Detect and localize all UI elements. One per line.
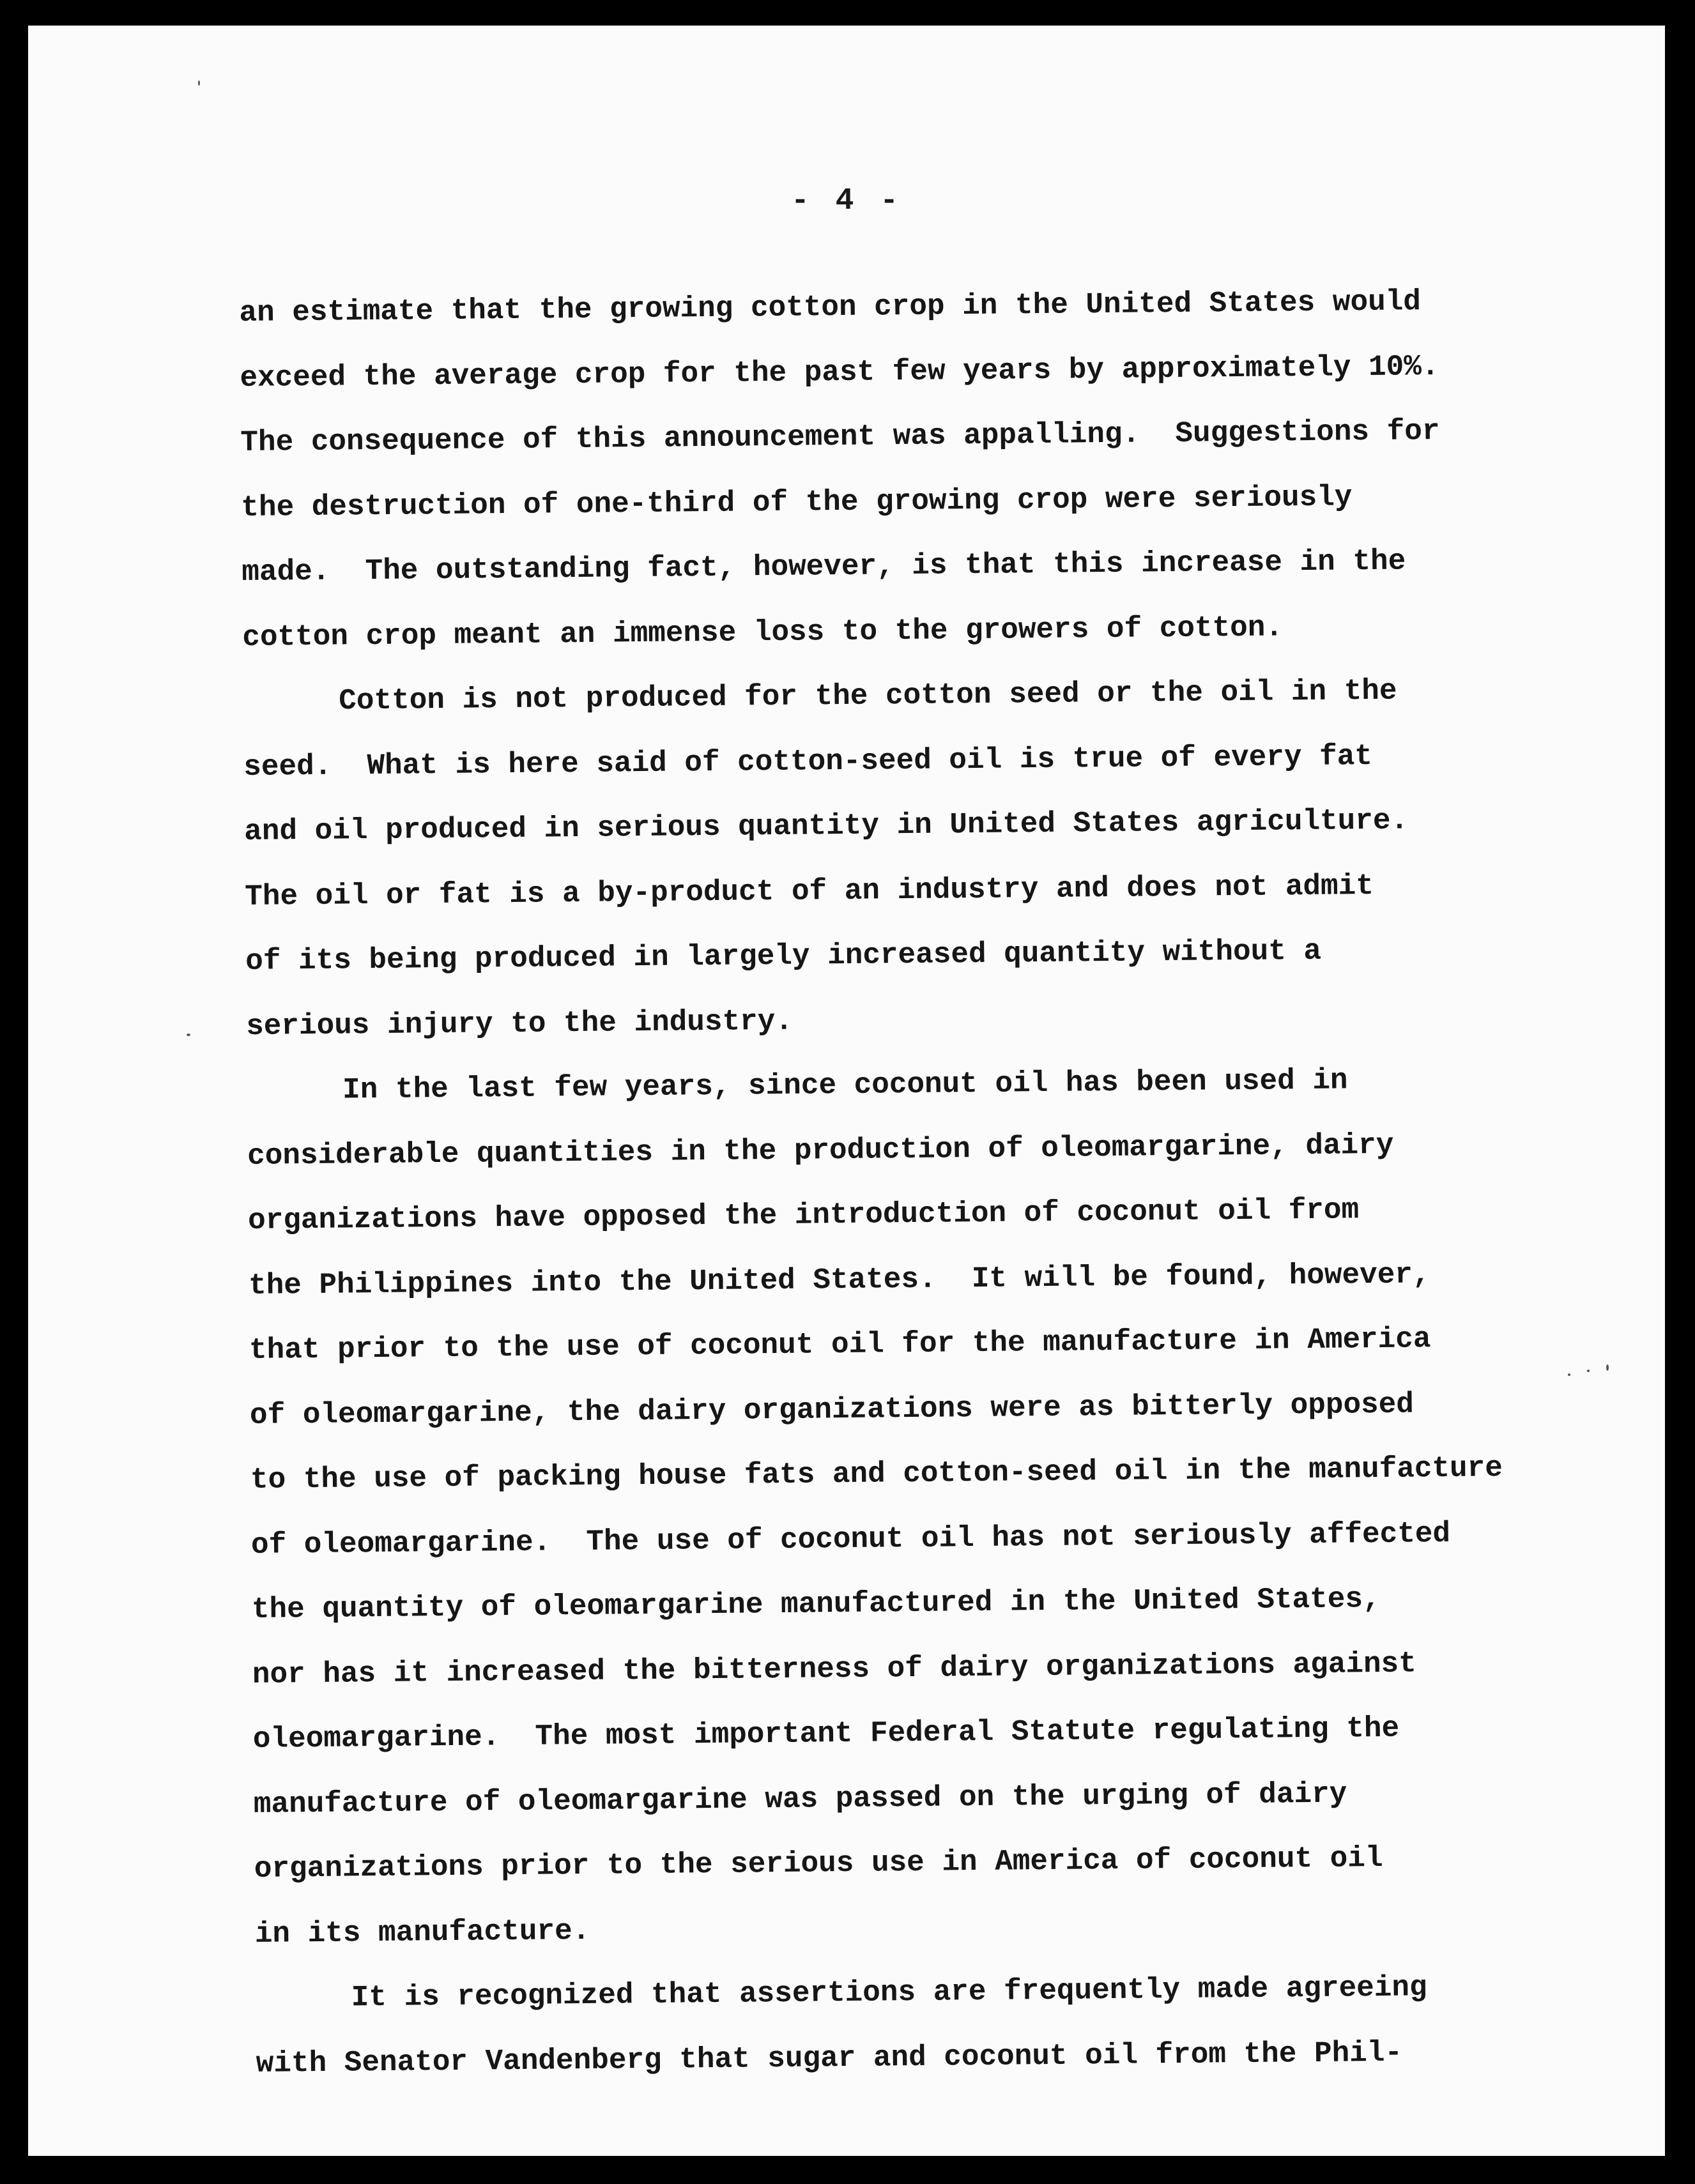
text-line: exceed the average crop for the past few years by approximately 10%. [240, 349, 1439, 395]
text-line: Cotton is not produced for the cotton seed or the oil in the [339, 674, 1397, 718]
text-line: In the last few years, since coconut oil has been used in [342, 1064, 1348, 1107]
text-line: the quantity of oleomargarine manufactured in the United States, [251, 1582, 1381, 1626]
text-line: It is recognized that assertions are frequently made agreeing [351, 1971, 1427, 2015]
text-line: in its manufacture. [254, 1914, 590, 1951]
speck-mark [1587, 1370, 1590, 1372]
text-line: to the use of packing house fats and cotton-seed oil in the manufacture [250, 1451, 1503, 1497]
text-line: manufacture of oleomargarine was passed on the urging of dairy [253, 1776, 1347, 1821]
text-line: The consequence of this announcement was appalling. Suggestions for [240, 414, 1440, 459]
speck-mark [1568, 1373, 1570, 1376]
text-line: and oil produced in serious quantity in United States agriculture. [244, 804, 1409, 848]
text-line: organizations have opposed the introduction of coconut oil from [247, 1193, 1360, 1237]
text-line: The oil or fat is a by-product of an industry and does not admit [244, 869, 1374, 913]
speck-mark [198, 80, 200, 86]
text-line: cotton crop meant an immense loss to the growers of cotton. [242, 610, 1284, 654]
page-number: - 4 - [790, 184, 903, 218]
text-line: seed. What is here said of cotton-seed oil is true of every fat [243, 739, 1373, 784]
text-line: with Senator Vandenberg that sugar and coconut oil from the Phil- [256, 2036, 1403, 2081]
speck-mark [187, 1034, 190, 1036]
text-line: nor has it increased the bitterness of dairy organizations against [252, 1646, 1417, 1691]
text-line: serious injury to the industry. [245, 1004, 794, 1043]
text-line: oleomargarine. The most important Federal Statute regulating the [252, 1711, 1400, 1756]
text-line: of oleomargarine, the dairy organizations were as bitterly opposed [249, 1387, 1415, 1432]
text-line: of oleomargarine. The use of coconut oil has not seriously affected [250, 1516, 1451, 1562]
text-line: that prior to the use of coconut oil for the manufacture in America [249, 1322, 1431, 1367]
text-line: considerable quantities in the production of oleomargarine, dairy [247, 1128, 1394, 1173]
text-line: organizations prior to the serious use in America of coconut oil [254, 1841, 1383, 1886]
document-body [239, 268, 1623, 2096]
text-line: an estimate that the growing cotton crop in the United States would [239, 285, 1422, 330]
document-page [28, 26, 1665, 2156]
text-line: of its being produced in largely increased quantity without a [245, 934, 1322, 978]
text-line: the destruction of one-third of the growing crop were seriously [241, 480, 1353, 524]
speck-mark [1606, 1364, 1609, 1371]
text-line: made. The outstanding fact, however, is that this increase in the [242, 544, 1406, 589]
text-line: the Philippines into the United States. It will be found, however, [248, 1257, 1430, 1302]
